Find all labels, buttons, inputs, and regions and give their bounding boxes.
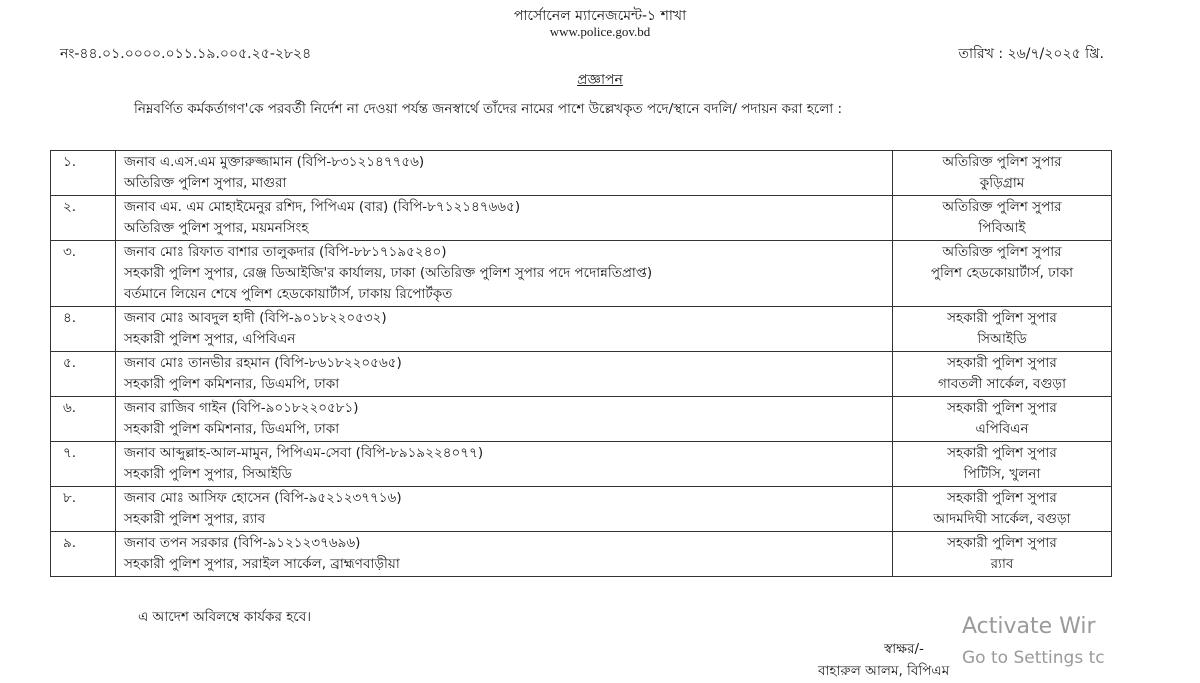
officer-info (116, 532, 893, 577)
officer-current-post: বর্তমানে লিয়েন শেষে পুলিশ হেডকোয়ার্টার্স, ঢাকায় রিপোর্টকৃত (124, 286, 453, 302)
table-row (51, 397, 1112, 442)
officer-current-post: সহকারী পুলিশ কমিশনার, ডিএমপি, ঢাকা (124, 376, 340, 392)
new-designation: অতিরিক্ত পুলিশ সুপার (942, 199, 1062, 215)
new-location: পিটিসি, খুলনা (963, 466, 1041, 482)
table-row (51, 196, 1112, 241)
transfer-table (50, 150, 1112, 577)
officer-current-post: অতিরিক্ত পুলিশ সুপার, ময়মনসিংহ (124, 220, 309, 236)
serial-number: ৩. (51, 241, 116, 307)
new-location: র‍্যাব (990, 556, 1014, 572)
serial-number: ৬. (51, 397, 116, 442)
officer-info (116, 307, 893, 352)
table-row (51, 442, 1112, 487)
new-designation: সহকারী পুলিশ সুপার (947, 445, 1057, 461)
table-row (51, 307, 1112, 352)
new-location: আদমদিঘী সার্কেল, বগুড়া (933, 511, 1071, 527)
table-row (51, 352, 1112, 397)
officer-info (116, 241, 893, 307)
serial-number: ২. (51, 196, 116, 241)
new-location: কুড়িগ্রাম (979, 175, 1025, 191)
new-location: সিআইডি (977, 331, 1027, 347)
serial-number: ৫. (51, 352, 116, 397)
officer-name: জনাব এম. এম মোহাইমেনুর রশিদ, পিপিএম (বার) (বিপি-৮৭১২১৪৭৬৬৫) (124, 199, 521, 215)
officer-info (116, 196, 893, 241)
officer-info (116, 352, 893, 397)
new-designation: অতিরিক্ত পুলিশ সুপার (942, 244, 1062, 260)
new-designation: সহকারী পুলিশ সুপার (947, 355, 1057, 371)
new-posting (893, 307, 1112, 352)
new-posting (893, 151, 1112, 196)
new-posting (893, 397, 1112, 442)
officer-info (116, 442, 893, 487)
new-designation: সহকারী পুলিশ সুপার (947, 400, 1057, 416)
signer-name: বাহারুল আলম, বিপিএম (818, 663, 950, 679)
officer-name: জনাব মোঃ আবদুল হাদী (বিপি-৯০১৮২২০৫৩২) (124, 310, 387, 326)
officer-current-post: সহকারী পুলিশ সুপার, র‍্যাব (124, 511, 266, 527)
officer-name: জনাব আব্দুল্লাহ-আল-মামুন, পিপিএম-সেবা (বিপি-৮৯১৯২২৪০৭৭) (124, 445, 484, 461)
officer-current-post: সহকারী পুলিশ সুপার, সরাইল সার্কেল, ব্রাহ্মণবাড়ীয়া (124, 556, 400, 572)
officer-name: জনাব এ.এস.এম মুক্তারুজ্জামান (বিপি-৮৩১২১৪৭৭৫৬) (124, 154, 425, 170)
new-posting (893, 487, 1112, 532)
serial-number: ৮. (51, 487, 116, 532)
table-row (51, 487, 1112, 532)
new-posting (893, 352, 1112, 397)
new-location: পুলিশ হেডকোয়ার্টার্স, ঢাকা (930, 265, 1074, 281)
new-posting (893, 532, 1112, 577)
new-designation: অতিরিক্ত পুলিশ সুপার (942, 154, 1062, 170)
new-posting (893, 241, 1112, 307)
table-row (51, 151, 1112, 196)
officer-name: জনাব তপন সরকার (বিপি-৯১২১২৩৭৬৯৬) (124, 535, 361, 551)
new-designation: সহকারী পুলিশ সুপার (947, 310, 1057, 326)
officer-name: জনাব মোঃ তানভীর রহমান (বিপি-৮৬১৮২২০৫৬৫) (124, 355, 402, 371)
officer-name: জনাব মোঃ রিফাত বাশার তালুকদার (বিপি-৮৮১৭১৯৫২৪০) (124, 244, 447, 260)
serial-number: ৪. (51, 307, 116, 352)
new-location: এপিবিএন (975, 421, 1029, 437)
table-row (51, 532, 1112, 577)
new-location: পিবিআই (978, 220, 1026, 236)
memo-date: তারিখ : ২৬/৭/২০২৫ খ্রি. (958, 46, 1104, 62)
officer-current-post: সহকারী পুলিশ সুপার, সিআইডি (124, 466, 292, 482)
officer-name: জনাব মোঃ আসিফ হোসেন (বিপি-৯৫২১২৩৭৭১৬) (124, 490, 402, 506)
officer-current-post: সহকারী পুলিশ সুপার, রেঞ্জ ডিআইজি'র কার্যালয়, ঢাকা (অতিরিক্ত পুলিশ সুপার পদে পদোন্নতিপ্রাপ্ত) (124, 265, 653, 281)
closing-statement: এ আদেশ অবিলম্বে কার্যকর হবে। (138, 609, 312, 625)
serial-number: ৭. (51, 442, 116, 487)
serial-number: ১. (51, 151, 116, 196)
document-title: প্রজ্ঞাপন (577, 72, 623, 88)
serial-number: ৯. (51, 532, 116, 577)
officer-info (116, 151, 893, 196)
new-posting (893, 442, 1112, 487)
office-name: পার্সোনেল ম্যানেজমেন্ট-১ শাখা (513, 8, 687, 24)
website: www.police.gov.bd (549, 24, 651, 39)
activation-watermark-hint: Go to Settings tc (962, 648, 1105, 668)
officer-info (116, 487, 893, 532)
officer-name: জনাব রাজিব গাইন (বিপি-৯০১৮২২০৫৮১) (124, 400, 359, 416)
memo-number: নং-৪৪.০১.০০০০.০১১.১৯.০০৫.২৫-২৮২৪ (60, 46, 312, 62)
intro-paragraph: নিম্নবর্ণিত কর্মকর্তাগণ'কে পরবর্তী নির্দেশ না দেওয়া পর্যন্ত জনস্বার্থে তাঁদের নামের পাশে উল্লেখকৃত পদে/স্থানে বদলি/ পদায়ন করা হলো : (134, 101, 843, 117)
officer-current-post: অতিরিক্ত পুলিশ সুপার, মাগুরা (124, 175, 287, 191)
table-row (51, 241, 1112, 307)
officer-current-post: সহকারী পুলিশ কমিশনার, ডিএমপি, ঢাকা (124, 421, 340, 437)
new-location: গাবতলী সার্কেল, বগুড়া (937, 376, 1066, 392)
new-designation: সহকারী পুলিশ সুপার (947, 490, 1057, 506)
activation-watermark-title: Activate Wir (962, 614, 1096, 639)
new-designation: সহকারী পুলিশ সুপার (947, 535, 1057, 551)
signature-label: স্বাক্ষর/- (884, 641, 924, 657)
officer-info (116, 397, 893, 442)
new-posting (893, 196, 1112, 241)
officer-current-post: সহকারী পুলিশ সুপার, এপিবিএন (124, 331, 296, 347)
